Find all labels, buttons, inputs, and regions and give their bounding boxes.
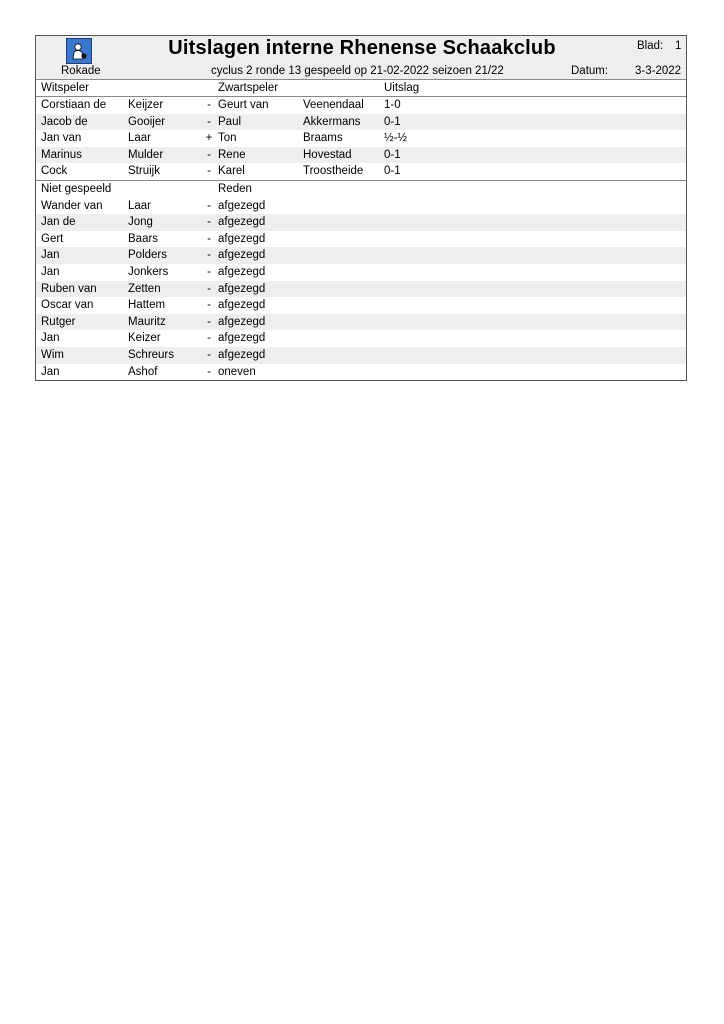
black-last-name: Braams — [303, 132, 343, 145]
table-row — [36, 163, 686, 180]
table-row — [36, 130, 686, 147]
black-first-name: Paul — [218, 115, 242, 128]
player-first-name: Oscar van — [41, 299, 94, 312]
player-last-name: Keizer — [128, 332, 161, 345]
absence-sign: - — [207, 199, 211, 212]
list-item — [36, 281, 686, 298]
player-first-name: Jan — [41, 249, 60, 262]
absence-sign: - — [207, 216, 211, 229]
absence-sign: - — [207, 365, 211, 378]
black-first-name: Karel — [218, 165, 245, 178]
list-item — [36, 198, 686, 215]
list-item — [36, 297, 686, 314]
absence-sign: - — [207, 249, 211, 262]
absence-reason: oneven — [218, 365, 256, 378]
game-sign: - — [207, 165, 211, 178]
absence-reason: afgezegd — [218, 315, 266, 328]
result-header: Uitslag — [384, 82, 420, 94]
games-list — [36, 97, 686, 180]
player-first-name: Jan — [41, 332, 60, 345]
white-last-name: Struijk — [128, 165, 160, 178]
table-row — [36, 147, 686, 164]
player-last-name: Polders — [128, 249, 167, 262]
white-first-name: Jacob de — [41, 115, 88, 128]
absence-sign: - — [207, 282, 211, 295]
results-sheet — [35, 35, 687, 381]
player-last-name: Jong — [128, 216, 153, 229]
list-item — [36, 364, 686, 381]
white-last-name: Keijzer — [128, 99, 164, 111]
game-result: ½-½ — [384, 132, 408, 145]
white-last-name: Gooijer — [128, 115, 166, 128]
black-player-header: Zwartspeler — [218, 82, 279, 94]
game-result: 0-1 — [384, 165, 401, 178]
player-last-name: Jonkers — [128, 265, 169, 278]
player-last-name: Hattem — [128, 299, 166, 312]
absence-sign: - — [207, 332, 211, 345]
column-header-row — [36, 80, 686, 97]
black-last-name: Akkermans — [303, 115, 361, 128]
player-last-name: Mauritz — [128, 315, 166, 328]
player-last-name: Baars — [128, 232, 159, 245]
white-first-name: Jan van — [41, 132, 82, 145]
absence-reason: afgezegd — [218, 249, 266, 262]
not-played-header: Niet gespeeld — [41, 182, 112, 195]
round-subtitle: cyclus 2 ronde 13 gespeeld op 21-02-2022 seizoen 21/22 — [211, 65, 504, 77]
sheet-number-label: Blad: — [637, 40, 664, 52]
list-item — [36, 247, 686, 264]
date-value: 3-3-2022 — [635, 65, 682, 77]
absence-reason: afgezegd — [218, 282, 266, 295]
player-first-name: Wander van — [41, 199, 103, 212]
sheet-header — [36, 36, 686, 80]
black-last-name: Veenendaal — [303, 99, 364, 111]
absence-reason: afgezegd — [218, 332, 266, 345]
player-last-name: Schreurs — [128, 348, 175, 361]
reason-header: Reden — [218, 182, 252, 195]
black-first-name: Geurt van — [218, 99, 269, 111]
absence-reason: afgezegd — [218, 299, 266, 312]
not-played-list — [36, 198, 686, 381]
player-first-name: Wim — [41, 348, 64, 361]
game-result: 0-1 — [384, 148, 401, 161]
absence-reason: afgezegd — [218, 265, 266, 278]
player-last-name: Zetten — [128, 282, 161, 295]
black-last-name: Hovestad — [303, 148, 352, 161]
list-item — [36, 231, 686, 248]
game-sign: - — [207, 115, 211, 128]
table-row — [36, 114, 686, 131]
white-last-name: Mulder — [128, 148, 164, 161]
white-first-name: Marinus — [41, 148, 82, 161]
player-first-name: Rutger — [41, 315, 76, 328]
black-last-name: Troostheide — [303, 165, 364, 178]
game-result: 1-0 — [384, 99, 401, 111]
not-played-header-row — [36, 180, 686, 198]
black-first-name: Rene — [218, 148, 246, 161]
list-item — [36, 347, 686, 364]
date-label: Datum: — [571, 65, 609, 77]
absence-sign: - — [207, 299, 211, 312]
list-item — [36, 264, 686, 281]
white-first-name: Corstiaan de — [41, 99, 107, 111]
absence-sign: - — [207, 348, 211, 361]
absence-sign: - — [207, 265, 211, 278]
player-first-name: Jan — [41, 265, 60, 278]
absence-sign: - — [207, 315, 211, 328]
table-row — [36, 97, 686, 114]
player-first-name: Jan de — [41, 216, 76, 229]
game-sign: - — [207, 99, 211, 111]
absence-reason: afgezegd — [218, 199, 266, 212]
page-title: Uitslagen interne Rhenense Schaakclub — [168, 37, 556, 59]
white-first-name: Cock — [41, 165, 68, 178]
player-first-name: Gert — [41, 232, 64, 245]
list-item — [36, 330, 686, 347]
white-last-name: Laar — [128, 132, 152, 145]
absence-reason: afgezegd — [218, 232, 266, 245]
game-sign: + — [205, 132, 213, 145]
absence-reason: afgezegd — [218, 348, 266, 361]
list-item — [36, 314, 686, 331]
absence-sign: - — [207, 232, 211, 245]
club-logo-label: Rokade — [61, 65, 101, 77]
player-last-name: Ashof — [128, 365, 158, 378]
player-first-name: Ruben van — [41, 282, 97, 295]
game-result: 0-1 — [384, 115, 401, 128]
list-item — [36, 214, 686, 231]
player-first-name: Jan — [41, 365, 60, 378]
sheet-number-value: 1 — [675, 40, 682, 52]
white-player-header: Witspeler — [41, 82, 89, 94]
game-sign: - — [207, 148, 211, 161]
black-first-name: Ton — [218, 132, 237, 145]
chess-knight-icon — [66, 38, 92, 64]
player-last-name: Laar — [128, 199, 152, 212]
absence-reason: afgezegd — [218, 216, 266, 229]
